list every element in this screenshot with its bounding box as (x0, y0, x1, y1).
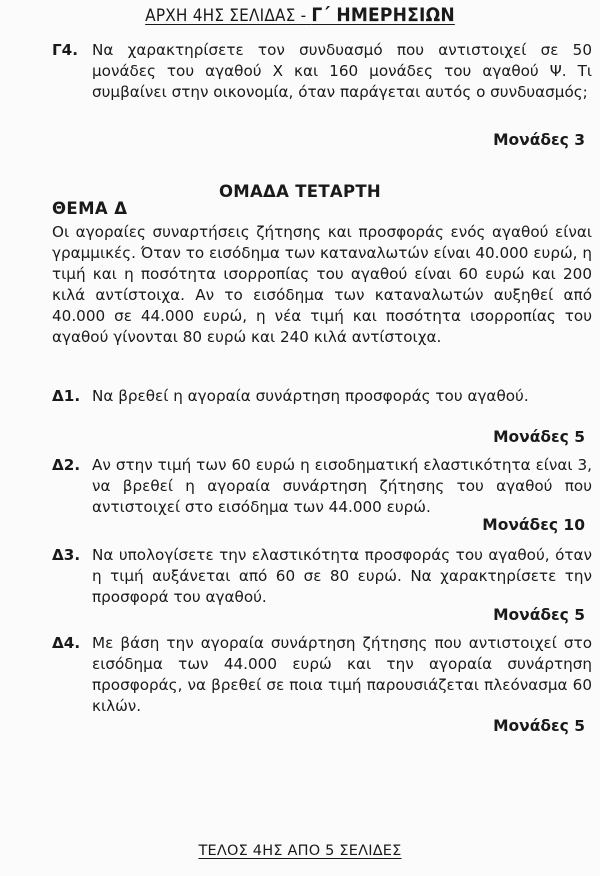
question-text: Αν στην τιμή των 60 ευρώ η εισοδηματική ελαστικότητα είναι 3, να βρεθεί η αγοραία συνάρτηση ζήτησης του αγαθού που αντιστοιχεί στο εισόδημα των 44.000 ευρώ. (92, 456, 592, 516)
question-number: Δ3. (52, 546, 81, 564)
question-number: Γ4. (52, 41, 79, 59)
footer-text: ΤΕΛΟΣ 4ΗΣ ΑΠΟ 5 ΣΕΛΙΔΕΣ (198, 843, 402, 859)
question-number: Δ2. (52, 456, 81, 474)
question-text: Να υπολογίσετε την ελαστικότητα προσφοράς του αγαθού, όταν η τιμή αυξάνεται από 60 σε 80 ευρώ. Να χαρακτηρίσετε την προσφορά του αγαθού. (92, 546, 592, 606)
marks-d3: Μονάδες 5 (493, 606, 585, 624)
question-d4 (52, 633, 592, 717)
question-text: Να βρεθεί η αγοραία συνάρτηση προσφοράς του αγαθού. (92, 387, 529, 405)
question-g4 (52, 40, 592, 103)
marks-d2: Μονάδες 10 (482, 516, 585, 534)
question-number: Δ1. (52, 387, 81, 405)
question-d2 (52, 455, 592, 518)
marks-d4: Μονάδες 5 (493, 717, 585, 735)
question-d1 (52, 386, 592, 407)
group-title: ΟΜΑΔΑ ΤΕΤΑΡΤΗ (218, 182, 382, 201)
question-d3 (52, 545, 592, 608)
header-prefix: ΑΡΧΗ 4ΗΣ ΣΕΛΙΔΑΣ - (145, 6, 312, 26)
theme-title: ΘΕΜΑ Δ (52, 199, 128, 218)
marks-d1: Μονάδες 5 (493, 428, 585, 446)
question-text: Με βάση την αγοραία συνάρτηση ζήτησης που αντιστοιχεί στο εισόδημα των 44.000 ευρώ και την αγοραία συνάρτηση προσφοράς, να βρεθεί σε ποια τιμή παρουσιάζεται πλεόνασμα 60 κιλών. (92, 634, 592, 715)
page-footer (0, 843, 600, 859)
intro-paragraph: Οι αγοραίες συναρτήσεις ζήτησης και προσφοράς ενός αγαθού είναι γραμμικές. Όταν το εισόδημα των καταναλωτών είναι 40.000 ευρώ, η τιμή και η ποσότητα ισορροπίας του αγαθού είναι 60 ευρώ και 200 κιλά αντίστοιχα. Αν το εισόδημα των καταναλωτών αυξηθεί από 40.000 σε 44.000 ευρώ, η νέα τιμή και ποσότητα ισορροπίας του αγαθού γίνονται 80 ευρώ και 240 κιλά αντίστοιχα. (52, 223, 592, 346)
header-suffix: Γ΄ ΗΜΕΡΗΣΙΩΝ (311, 4, 455, 26)
page-header (0, 4, 600, 26)
question-text: Να χαρακτηρίσετε τον συνδυασμό που αντιστοιχεί σε 50 μονάδες του αγαθού Χ και 160 μονάδες του αγαθού Ψ. Τι συμβαίνει στην οικονομία, όταν παράγεται αυτός ο συνδυασμός; (92, 41, 592, 101)
question-number: Δ4. (52, 634, 81, 652)
marks-g4: Μονάδες 3 (493, 131, 585, 149)
